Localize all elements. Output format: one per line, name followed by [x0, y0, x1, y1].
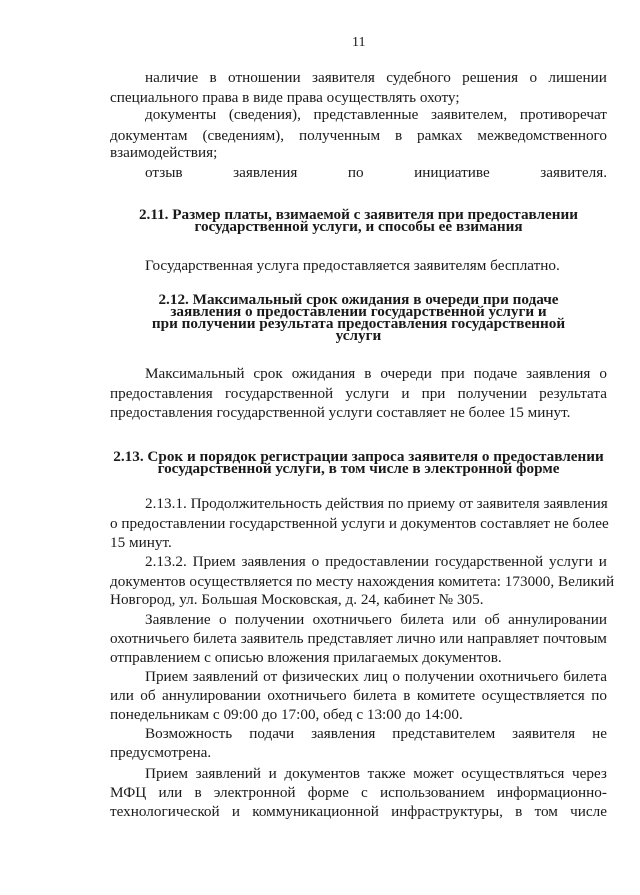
word: заявителя.	[540, 164, 607, 181]
word: инфраструктуры,	[391, 803, 503, 820]
word: билета	[400, 611, 444, 628]
word: направляет	[467, 630, 540, 647]
paragraph-line	[110, 686, 607, 705]
word: полученным	[298, 127, 381, 144]
word: коммуникационной	[252, 803, 379, 820]
word: лично	[396, 630, 436, 647]
word: наличие	[145, 69, 199, 86]
word: аннулировании	[508, 611, 607, 628]
word: почтовым	[542, 630, 607, 647]
paragraph-line	[145, 667, 607, 686]
word: охотничьего	[110, 630, 190, 647]
word: по	[347, 164, 364, 181]
section-heading: при получении результата предоставления государственной	[151, 315, 566, 332]
paragraph-line: предоставления государственной услуги составляет не более 15 минут.	[110, 404, 571, 421]
paragraph-line: 2.13.1. Продолжительность действия по приему от заявителя заявления	[145, 495, 608, 512]
paragraph-line	[110, 802, 607, 821]
word: не	[592, 725, 607, 742]
section-heading: государственной услуги, в том числе в электронной форме	[157, 460, 560, 477]
paragraph-line	[110, 783, 607, 802]
word: заявлений	[195, 765, 262, 782]
word: при	[440, 365, 465, 382]
word: осуществляется	[481, 687, 585, 704]
word: комитете	[416, 687, 476, 704]
word: документы	[145, 106, 217, 123]
word: представляет	[307, 630, 393, 647]
word: отзыв	[145, 164, 183, 181]
word: представленные	[313, 106, 419, 123]
word: очереди	[380, 365, 432, 382]
word: билета	[563, 668, 607, 685]
paragraph-line: взаимодействия;	[110, 144, 218, 161]
word: предоставления	[110, 385, 213, 402]
word: Возможность	[145, 725, 233, 742]
word: документов	[284, 765, 360, 782]
word: в	[364, 365, 372, 382]
word: рамках	[417, 127, 463, 144]
word: или	[439, 630, 464, 647]
word: физических	[282, 668, 359, 685]
word: Прием	[192, 553, 236, 570]
word: подачи	[249, 725, 295, 742]
word: об	[484, 611, 500, 628]
word: (сведения),	[228, 106, 301, 123]
word: противоречат	[519, 106, 607, 123]
word: в	[194, 784, 202, 801]
paragraph-line: предусмотрена.	[110, 744, 212, 761]
page-number: 11	[352, 35, 366, 50]
paragraph-line	[145, 364, 607, 383]
word: аннулировании	[162, 687, 261, 704]
paragraph-line	[145, 610, 607, 629]
word: заявления	[526, 365, 591, 382]
word: государственной	[224, 385, 334, 402]
section-heading: 2.11. Размер платы, взимаемой с заявителя при предоставлении	[138, 206, 579, 223]
word: Прием	[145, 765, 189, 782]
paragraph-line	[145, 105, 607, 124]
word: с	[361, 784, 368, 801]
word: или	[158, 784, 183, 801]
paragraph-line	[145, 764, 607, 783]
word: охотничьего	[267, 687, 347, 704]
word: Прием	[145, 668, 189, 685]
word: также	[367, 765, 406, 782]
paragraph-line	[110, 384, 607, 403]
word: инициативе	[414, 164, 490, 181]
word: в	[394, 127, 403, 144]
word: при	[421, 385, 446, 402]
section-heading: государственной услуги, и способы ее взимания	[194, 218, 523, 235]
section-heading: услуги	[335, 327, 382, 344]
word: государственной	[434, 553, 544, 570]
word: о	[392, 668, 400, 685]
word: или	[452, 611, 477, 628]
paragraph-line: Новгород, ул. Большая Московская, д. 24, кабинет № 305.	[110, 591, 484, 608]
word: в	[209, 69, 217, 86]
word: (сведениям),	[202, 127, 285, 144]
word: может	[413, 765, 454, 782]
word: заявитель	[240, 630, 304, 647]
word: о	[529, 69, 538, 86]
word: представителем	[392, 725, 496, 742]
word: заявления	[233, 164, 298, 181]
word: и	[231, 803, 241, 820]
paragraph-line	[145, 163, 607, 182]
word: услуги	[549, 553, 593, 570]
word: об	[140, 687, 156, 704]
word: заявлений	[192, 668, 259, 685]
word: результата	[539, 385, 607, 402]
paragraph-line: о предоставлении государственной услуги и документов составляет не более	[110, 515, 609, 532]
word: получении	[457, 385, 528, 402]
word: межведомственного	[477, 127, 607, 144]
word: отношении	[228, 69, 301, 86]
word: и	[268, 765, 277, 782]
paragraph-line	[145, 724, 607, 743]
word: о	[599, 365, 607, 382]
word: том	[534, 803, 558, 820]
word: документам	[110, 127, 188, 144]
word: от	[263, 668, 278, 685]
word: Заявление	[145, 611, 211, 628]
word: охотничьего	[479, 668, 559, 685]
word: заявления	[311, 725, 376, 742]
word: в	[403, 687, 411, 704]
word: получении	[404, 668, 475, 685]
paragraph-line: отправлением с описью вложения прилагаемых документов.	[110, 649, 502, 666]
word: подаче	[473, 365, 518, 382]
word: услуги	[345, 385, 390, 402]
word: лишении	[548, 69, 607, 86]
paragraph-line	[145, 68, 607, 87]
word: билета	[193, 630, 237, 647]
word: и	[401, 385, 410, 402]
word: МФЦ	[110, 784, 147, 801]
word: заявления	[241, 553, 306, 570]
word: осуществляться	[461, 765, 565, 782]
word: 2.13.2.	[145, 553, 187, 570]
word: ожидания	[291, 365, 356, 382]
word: по	[591, 687, 607, 704]
word: информационно-	[496, 784, 607, 801]
paragraph-line: 15 минут.	[110, 534, 172, 551]
word: билета	[353, 687, 397, 704]
word: форме	[307, 784, 349, 801]
word: получении	[234, 611, 305, 628]
section-heading: 2.13. Срок и порядок регистрации запроса заявителя о предоставлении	[113, 448, 604, 465]
word: заявителя	[311, 69, 375, 86]
word: о	[218, 611, 227, 628]
word: через	[572, 765, 607, 782]
paragraph-line: понедельникам с 09:00 до 17:00, обед с 13:00 до 14:00.	[110, 706, 463, 723]
word: лиц	[363, 668, 388, 685]
paragraph-line	[145, 552, 607, 571]
word: Максимальный	[145, 365, 245, 382]
section-heading: 2.12. Максимальный срок ожидания в очереди при подаче	[158, 291, 559, 308]
word: судебного	[386, 69, 451, 86]
word: охотничьего	[312, 611, 392, 628]
word: электронной	[213, 784, 296, 801]
word: и	[598, 553, 607, 570]
paragraph-line: специального права в виде права осуществлять охоту;	[110, 89, 460, 106]
paragraph-line: документов осуществляется по месту нахождения комитета: 173000, Великий	[110, 573, 615, 590]
word: решения	[462, 69, 519, 86]
word: о	[311, 553, 320, 570]
word: заявителя	[512, 725, 576, 742]
word: использованием	[379, 784, 485, 801]
word: предоставлении	[325, 553, 430, 570]
word: технологической	[110, 803, 220, 820]
word: заявителем,	[431, 106, 508, 123]
word: срок	[253, 365, 283, 382]
paragraph-line	[110, 629, 607, 648]
section-heading: заявления о предоставлении государственной услуги и	[170, 303, 547, 320]
paragraph-line: Государственная услуга предоставляется заявителям бесплатно.	[145, 257, 560, 274]
word: или	[110, 687, 134, 704]
word: в	[515, 803, 523, 820]
word: числе	[570, 803, 607, 820]
